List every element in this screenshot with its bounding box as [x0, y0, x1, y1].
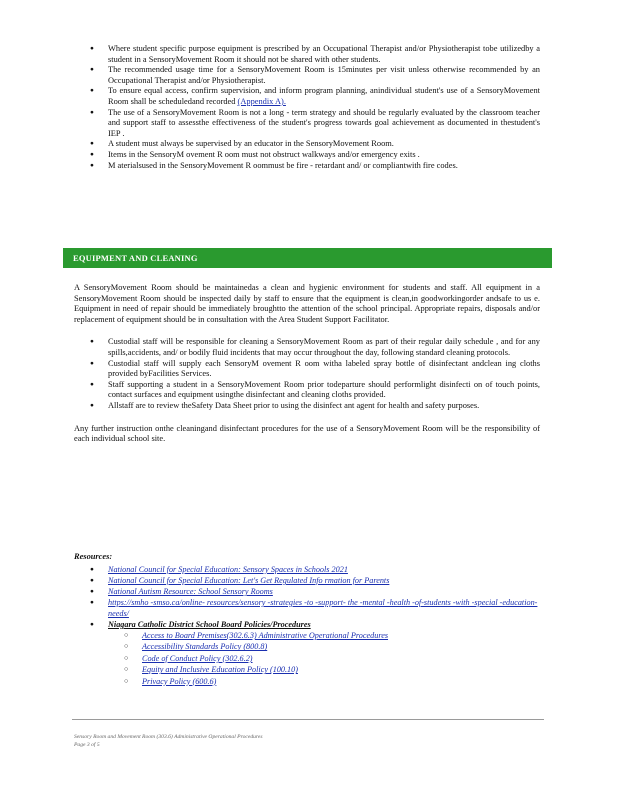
resources-heading: Resources: — [74, 552, 113, 561]
list-item — [142, 630, 540, 641]
policy-link[interactable]: Access to Board Premises(302.6.3) Administrative Operational Procedures — [142, 631, 389, 640]
list-item: ● Allstaff are to review theSafety Data Sheet prior to using the disinfect ant agent for health and safety purposes. — [108, 401, 540, 412]
list-item: ● Items in the SensoryM ovement R oom must not obstruct walkways and/or emergency exits . — [108, 150, 540, 161]
policy-link[interactable]: Code of Conduct Policy (302.6.2) — [142, 653, 253, 663]
list-item — [108, 575, 540, 586]
list-item — [142, 641, 540, 652]
list-item: ● A student must always be supervised by an educator in the SensoryMovement Room. — [108, 139, 540, 150]
list-item: ● The recommended usage time for a SensoryMovement Room is 15minutes per visit unless otherwise recommended by an Occupational Therapist and/or Physiotherapist. — [108, 65, 540, 86]
list-item: ● M aterialsused in the SensoryMovement R oommust be fire - retardant and/ or compliantwith fire codes. — [108, 161, 540, 172]
policy-link[interactable]: Privacy Policy (600.6) — [142, 676, 217, 686]
list-item: ● Where student specific purpose equipment is prescribed by an Occupational Therapist and/or Physiotherapist tobe utilizedby a student in a SensoryMovement Room it should not be shared with other students. — [108, 44, 540, 65]
list-item — [108, 619, 540, 687]
list-item — [142, 664, 540, 675]
list-item: ● To ensure equal access, confirm supervision, and inform program planning, anindividual student's use of a SensoryMovement Room shall be scheduledand recorded (Appendix A). — [108, 86, 540, 107]
section-paragraph: A SensoryMovement Room should be maintainedas a clean and hygienic environment for students and staff. All equipment in a SensoryMovement Room should be inspected daily by staff to ensure that the equipment is clean,in goodworkingorder andsafe to us e. Equipment in need of repair should be immediately broughtto the attention of the school principal. Appropriate repairs, disposals and/or replacement of equipment should be in consultation with the Area Student Support Facilitator. — [74, 283, 540, 324]
list-item — [142, 653, 540, 664]
list-item: ● The use of a SensoryMovement Room is not a long - term strategy and should be regularly evaluated by the classroom teacher and support staff to assessthe effectiveness of the student's progress towards goal achievement as documented in thestudent's IEP . — [108, 108, 540, 140]
list-item — [142, 676, 540, 687]
page-number: Page 3 of 5 — [74, 742, 100, 748]
resource-link[interactable]: https://smho -smso.ca/online- resources/sensory -strategies -to -support- the -mental -health -of-students -with -special -education- needs/ — [108, 598, 538, 618]
appendix-a-link[interactable]: (Appendix A). — [237, 96, 286, 106]
list-item: ● Custodial staff will supply each SensoryM ovement R oom witha labeled spray bottle of disinfectant andclean ing cloths provided byFacilities Services. — [108, 359, 540, 380]
resource-link[interactable]: National Council for Special Education: Sensory Spaces in Schools 2021 — [108, 565, 348, 574]
resources-list — [74, 564, 540, 687]
policy-link[interactable]: Accessibility Standards Policy (800.8) — [142, 642, 268, 652]
top-bullet-section — [74, 44, 540, 171]
cleaning-bullet-list — [74, 337, 540, 411]
section-heading-bar: EQUIPMENT AND CLEANING — [63, 248, 552, 268]
policy-link[interactable]: Equity and Inclusive Education Policy (100.10) — [142, 665, 298, 675]
list-item — [108, 597, 540, 619]
resource-link[interactable]: National Autism Resource: School Sensory Rooms — [108, 587, 273, 596]
footer-divider — [72, 719, 544, 720]
resource-link[interactable]: National Council for Special Education: Let's Get Regulated Info rmation for Parents — [108, 576, 390, 585]
closing-paragraph: Any further instruction onthe cleaningand disinfectant procedures for the use of a SensoryMovement Room will be the responsibility of each individual school site. — [74, 423, 540, 444]
list-item: ● Custodial staff will be responsible for cleaning a SensoryMovement Room as part of their regular daily schedule , and for any spills,accidents, and/ or bodily fluid incidents that may occur throughout the day, following standard cleaning protocols. — [108, 337, 540, 358]
equipment-cleaning-section — [74, 283, 540, 445]
resources-section — [74, 552, 540, 687]
policy-sublist — [108, 630, 540, 687]
page-footer — [74, 733, 263, 749]
board-policies-label: Niagara Catholic District School Board Policies/Procedures — [108, 620, 311, 629]
top-bullet-list — [74, 44, 540, 171]
list-item — [108, 564, 540, 575]
footer-title: Sensory Room and Movement Room (303.6) Administrative Operational Procedures — [74, 734, 263, 740]
list-item — [108, 586, 540, 597]
list-item: ● Staff supporting a student in a SensoryMovement Room prior todeparture should performlight disinfecti on of touch points, contact surfaces and equipment usingthe disinfectant and cleaning cloths provided. — [108, 380, 540, 401]
